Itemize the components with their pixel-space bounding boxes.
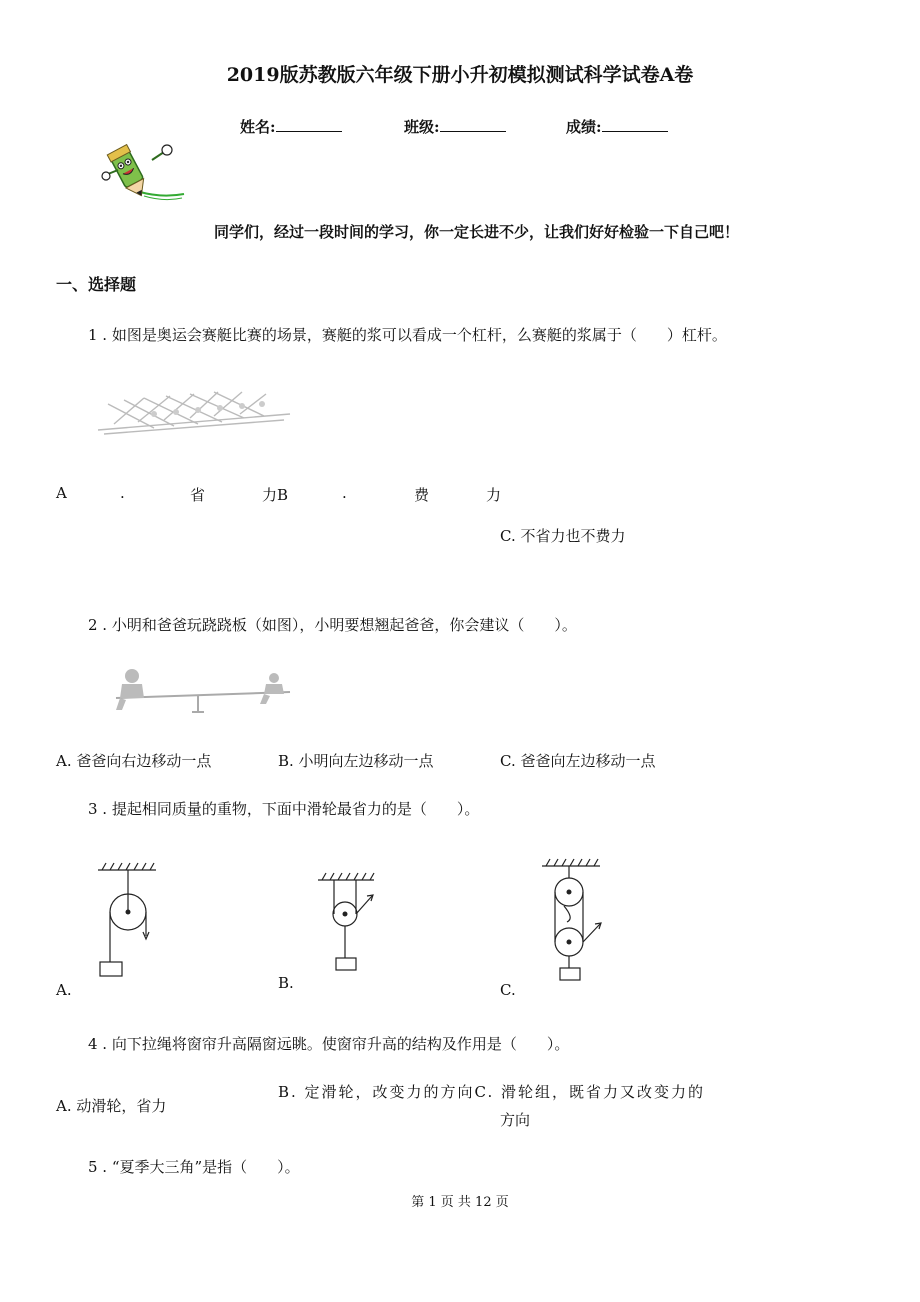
name-blank[interactable] [276, 117, 342, 132]
question-3: 3 . 提起相同质量的重物，下面中滑轮最省力的是（ ）。 [88, 800, 480, 818]
q4-option-c-cont: 方向 [500, 1111, 531, 1129]
page-title: 2019版苏教版六年级下册小升初模拟测试科学试卷A卷 [226, 64, 694, 86]
q4-option-b-c[interactable]: B. 定滑轮，改变力的方向C. 滑轮组，既省力又改变力的 [278, 1083, 706, 1101]
q2-option-a[interactable]: A. 爸爸向右边移动一点 [56, 752, 212, 770]
class-blank[interactable] [440, 117, 506, 132]
question-5: 5 . “夏季大三角”是指（ ）。 [88, 1158, 300, 1176]
question-2: 2 . 小明和爸爸玩跷跷板（如图），小明要想翘起爸爸，你会建议（ ）。 [88, 616, 577, 634]
section-title: 一、选择题 [56, 275, 137, 294]
q1-option-a-dot: . [120, 484, 125, 502]
score-blank[interactable] [602, 117, 668, 132]
q1-option-b-char2[interactable]: 力 [486, 486, 502, 504]
pulley-b-diagram [316, 872, 386, 972]
score-field[interactable] [566, 116, 668, 137]
page-footer: 第 1 页 共 12 页 [411, 1195, 509, 1210]
q3-option-a[interactable]: A. [56, 981, 72, 999]
q2-option-b[interactable]: B. 小明向左边移动一点 [278, 752, 434, 770]
pulley-a-diagram [96, 862, 166, 982]
score-label: 成绩: [566, 118, 602, 136]
class-field[interactable] [404, 116, 506, 137]
q3-option-c[interactable]: C. [500, 981, 516, 999]
pulley-c-diagram [540, 856, 610, 986]
q1-option-b-char1[interactable]: 费 [414, 486, 430, 504]
question-1: 1 . 如图是奥运会赛艇比赛的场景，赛艇的浆可以看成一个杠杆，么赛艇的浆属于（ ）杠杆。 [88, 326, 727, 344]
q3-option-b[interactable]: B. [278, 974, 294, 992]
rowing-boat-image [94, 384, 294, 444]
q1-option-a-char2[interactable]: 力B [262, 486, 289, 504]
q2-option-c[interactable]: C. 爸爸向左边移动一点 [500, 752, 656, 770]
q1-option-a-letter[interactable]: A [56, 484, 67, 502]
seesaw-image [108, 664, 298, 718]
q4-option-a[interactable]: A. 动滑轮，省力 [56, 1097, 167, 1115]
pencil-mascot-icon [100, 140, 190, 206]
greeting: 同学们，经过一段时间的学习，你一定长进不少，让我们好好检验一下自己吧！ [214, 223, 740, 241]
name-field[interactable] [240, 116, 342, 137]
q1-option-b-dot: . [342, 484, 347, 502]
class-label: 班级: [404, 118, 440, 136]
name-label: 姓名: [240, 118, 276, 136]
question-4: 4 . 向下拉绳将窗帘升高隔窗远眺。使窗帘升高的结构及作用是（ ）。 [88, 1035, 570, 1053]
q1-option-a-char1[interactable]: 省 [190, 486, 206, 504]
q1-option-c[interactable]: C. 不省力也不费力 [500, 527, 626, 545]
